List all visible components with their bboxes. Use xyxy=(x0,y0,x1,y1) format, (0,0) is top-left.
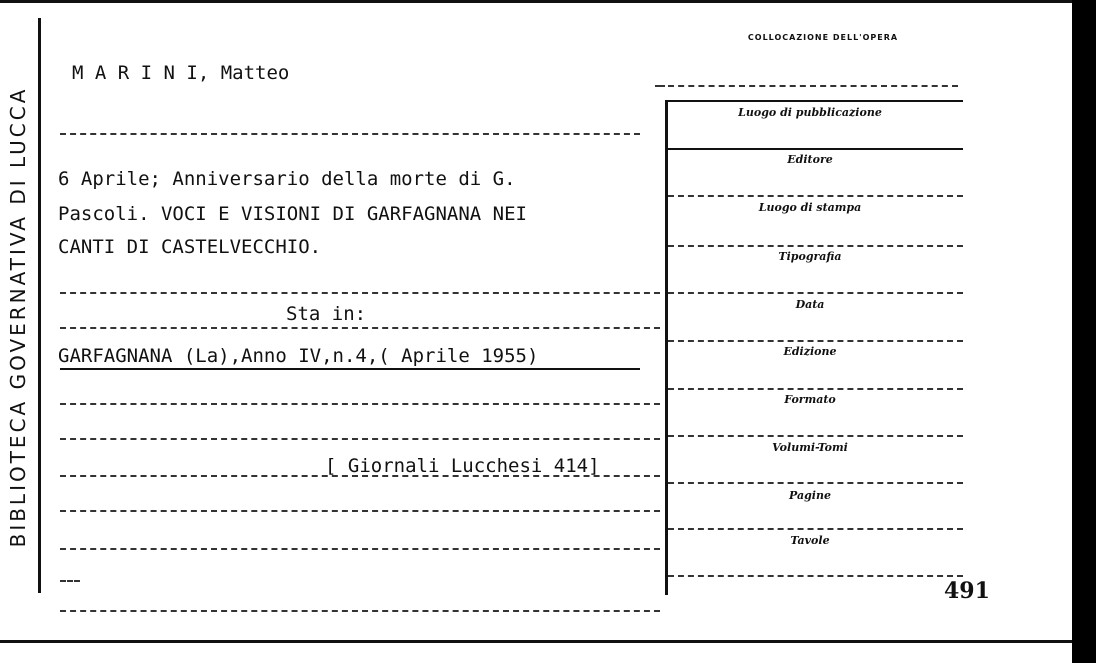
author-line: M A R I N I, Matteo xyxy=(72,62,290,84)
field-edizione: Edizione xyxy=(783,345,837,358)
ruled-line xyxy=(60,327,660,329)
card-right-edge xyxy=(1072,0,1096,663)
ruled-line xyxy=(668,435,963,437)
library-name: BIBLIOTECA GOVERNATIVA DI LUCCA xyxy=(6,86,30,548)
card-bottom-edge xyxy=(0,640,1072,643)
ruled-line xyxy=(668,100,963,102)
ruled-line xyxy=(668,388,963,390)
shelf-location: [ Giornali Lucchesi 414] xyxy=(325,455,600,477)
ruled-line xyxy=(60,580,80,582)
sta-in-label: Sta in: xyxy=(286,303,367,325)
card-top-edge xyxy=(0,0,1072,3)
ruled-line xyxy=(668,482,963,484)
field-volumi-tomi: Volumi-Tomi xyxy=(772,441,848,454)
ruled-line xyxy=(668,528,963,530)
field-data: Data xyxy=(795,298,825,311)
ruled-line xyxy=(60,292,660,294)
collocation-header: COLLOCAZIONE DELL'OPERA xyxy=(747,33,899,42)
ruled-line xyxy=(60,403,660,405)
ruled-line xyxy=(60,510,660,512)
field-editore: Editore xyxy=(787,153,833,166)
inventory-number: 491 xyxy=(944,578,990,604)
ruled-line xyxy=(60,610,660,612)
column-divider-rule xyxy=(665,100,668,595)
ruled-line xyxy=(668,575,963,577)
ruled-line xyxy=(668,292,963,294)
field-tipografia: Tipografia xyxy=(778,250,842,263)
ruled-line xyxy=(668,340,963,342)
ruled-line xyxy=(668,245,963,247)
ruled-line xyxy=(668,195,963,197)
field-luogo-pubblicazione: Luogo di pubblicazione xyxy=(738,106,882,119)
field-pagine: Pagine xyxy=(789,489,831,502)
left-margin-rule xyxy=(38,18,41,593)
field-tavole: Tavole xyxy=(790,534,830,547)
ruled-line xyxy=(60,548,660,550)
title-line-3: CANTI DI CASTELVECCHIO. xyxy=(58,236,322,258)
ruled-line xyxy=(655,85,665,87)
title-line-1: 6 Aprile; Anniversario della morte di G. xyxy=(58,168,516,190)
ruled-line xyxy=(668,148,963,150)
ruled-line xyxy=(60,368,640,370)
ruled-line xyxy=(60,133,640,135)
source-line: GARFAGNANA (La),Anno IV,n.4,( Aprile 1955) xyxy=(58,345,539,367)
ruled-line xyxy=(668,85,958,87)
ruled-line xyxy=(60,438,660,440)
field-formato: Formato xyxy=(784,393,836,406)
title-line-2: Pascoli. VOCI E VISIONI DI GARFAGNANA NEI xyxy=(58,203,527,225)
field-luogo-stampa: Luogo di stampa xyxy=(758,201,862,214)
